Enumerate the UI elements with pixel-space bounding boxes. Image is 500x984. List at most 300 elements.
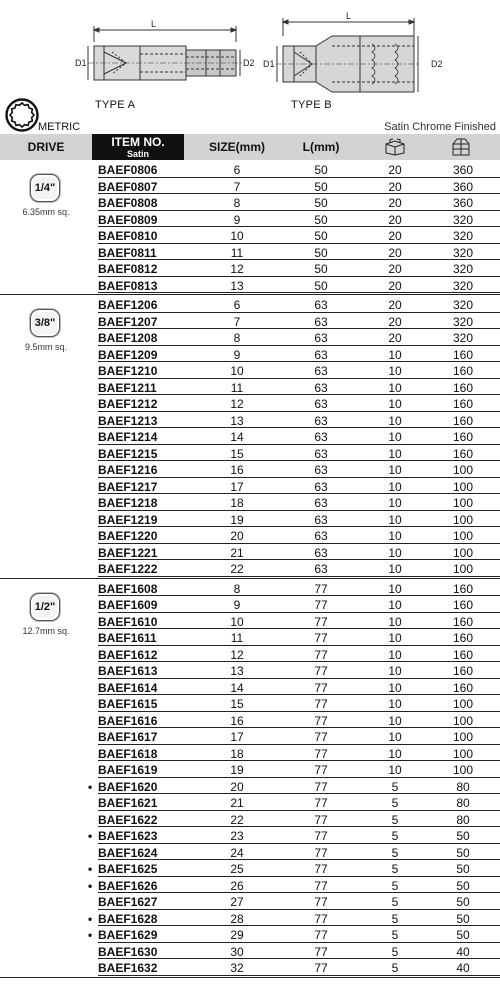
length-mm bbox=[290, 395, 352, 411]
inner-pack-qty-text: 10 bbox=[388, 496, 402, 510]
item-number-text: BAEF1616 bbox=[98, 713, 158, 728]
inner-pack-qty bbox=[375, 362, 415, 378]
carton-qty-text: 320 bbox=[452, 245, 474, 260]
item-number-text: BAEF1628 bbox=[98, 911, 158, 926]
item-number bbox=[98, 362, 198, 378]
size-mm-text: 20 bbox=[230, 529, 244, 543]
carton-qty-text: 160 bbox=[452, 581, 474, 596]
length-mm bbox=[290, 296, 352, 312]
item-number bbox=[98, 811, 198, 827]
carton-qty bbox=[443, 362, 483, 378]
item-number-text: BAEF1623 bbox=[98, 829, 158, 843]
size-mm bbox=[198, 313, 276, 329]
length-mm bbox=[290, 959, 352, 975]
size-mm-text: 18 bbox=[230, 746, 244, 761]
length-mm bbox=[290, 893, 352, 909]
table-row bbox=[98, 844, 500, 861]
length-mm-text: 77 bbox=[314, 598, 328, 612]
carton-qty bbox=[443, 494, 483, 510]
size-mm-text: 21 bbox=[230, 545, 244, 560]
inner-pack-qty bbox=[375, 296, 415, 312]
inner-pack-qty bbox=[375, 194, 415, 210]
carton-qty-text: 100 bbox=[452, 529, 474, 543]
type-b-d1-label: D1 bbox=[263, 59, 275, 69]
item-number bbox=[88, 860, 198, 876]
size-mm-text: 11 bbox=[230, 631, 244, 645]
size-mm bbox=[198, 178, 276, 194]
carton-qty bbox=[443, 827, 483, 843]
size-mm-text: 10 bbox=[230, 364, 244, 378]
inner-pack-qty-text: 20 bbox=[388, 278, 402, 293]
size-mm-text: 21 bbox=[230, 796, 244, 810]
length-mm-text: 50 bbox=[314, 278, 328, 293]
length-mm-text: 77 bbox=[314, 944, 328, 959]
length-mm bbox=[290, 679, 352, 695]
item-number bbox=[98, 260, 198, 276]
size-mm bbox=[198, 794, 276, 810]
inner-pack-qty-text: 10 bbox=[388, 446, 402, 461]
length-mm bbox=[290, 596, 352, 612]
table-row bbox=[98, 728, 500, 745]
type-a-l-label: L bbox=[151, 19, 157, 29]
table-row bbox=[98, 662, 500, 679]
carton-qty bbox=[443, 313, 483, 329]
inner-pack-qty-text: 20 bbox=[388, 331, 402, 345]
inner-pack-qty bbox=[375, 478, 415, 494]
item-number bbox=[88, 926, 198, 942]
drive-size-badge: 3/8" bbox=[30, 309, 60, 337]
inner-pack-qty bbox=[375, 494, 415, 510]
item-number-text: BAEF1222 bbox=[98, 562, 158, 576]
inner-pack-qty bbox=[375, 745, 415, 761]
inner-pack-qty bbox=[375, 313, 415, 329]
carton-qty bbox=[443, 844, 483, 860]
item-number bbox=[98, 194, 198, 210]
item-number bbox=[98, 511, 198, 527]
carton-qty-text: 40 bbox=[456, 944, 470, 959]
length-mm bbox=[290, 761, 352, 777]
size-mm bbox=[198, 211, 276, 227]
item-number-text: BAEF1613 bbox=[98, 664, 158, 678]
type-b-diagram bbox=[276, 18, 420, 92]
carton-qty-text: 160 bbox=[452, 446, 474, 461]
size-mm-text: 20 bbox=[230, 779, 244, 794]
table-row bbox=[98, 580, 500, 597]
item-number-text: BAEF1615 bbox=[98, 697, 158, 711]
length-mm-text: 50 bbox=[314, 196, 328, 210]
length-mm bbox=[290, 227, 352, 243]
table-row bbox=[98, 329, 500, 346]
inner-pack-qty bbox=[375, 662, 415, 678]
table-row bbox=[98, 494, 500, 511]
inner-pack-qty bbox=[375, 811, 415, 827]
length-mm bbox=[290, 211, 352, 227]
inner-pack-qty bbox=[375, 412, 415, 428]
size-mm bbox=[198, 662, 276, 678]
item-number bbox=[98, 544, 198, 560]
carton-qty-text: 160 bbox=[452, 347, 474, 362]
size-mm bbox=[198, 161, 276, 177]
inner-pack-qty-text: 5 bbox=[391, 845, 399, 860]
item-number-text: BAEF1608 bbox=[98, 581, 158, 596]
item-number-text: BAEF0811 bbox=[98, 245, 157, 260]
length-mm-text: 77 bbox=[314, 779, 328, 794]
carton-qty-text: 320 bbox=[452, 314, 474, 329]
item-number-text: BAEF1632 bbox=[98, 961, 158, 975]
inner-pack-qty bbox=[375, 844, 415, 860]
carton-qty-text: 160 bbox=[452, 664, 474, 678]
item-number bbox=[98, 893, 198, 909]
inner-pack-qty bbox=[375, 544, 415, 560]
inner-pack-qty bbox=[375, 596, 415, 612]
table-row bbox=[98, 461, 500, 478]
size-mm bbox=[198, 712, 276, 728]
carton-qty-text: 100 bbox=[452, 512, 474, 527]
carton-qty bbox=[443, 662, 483, 678]
inner-pack-qty bbox=[375, 728, 415, 744]
table-row bbox=[98, 629, 500, 646]
carton-qty-text: 80 bbox=[456, 796, 470, 810]
size-mm-text: 8 bbox=[233, 581, 241, 596]
inner-pack-qty bbox=[375, 695, 415, 711]
inner-pack-qty bbox=[375, 346, 415, 362]
length-mm-text: 77 bbox=[314, 812, 328, 827]
size-mm-text: 17 bbox=[230, 479, 244, 494]
table-row bbox=[98, 244, 500, 261]
inner-pack-qty-text: 10 bbox=[388, 581, 402, 596]
length-mm bbox=[290, 811, 352, 827]
carton-qty bbox=[443, 629, 483, 645]
size-mm bbox=[198, 943, 276, 959]
item-number-text: BAEF1210 bbox=[98, 364, 158, 378]
item-number bbox=[98, 277, 198, 293]
carton-qty bbox=[443, 596, 483, 612]
carton-qty bbox=[443, 794, 483, 810]
table-row bbox=[98, 178, 500, 195]
size-mm-text: 8 bbox=[233, 331, 241, 345]
item-number bbox=[98, 712, 198, 728]
carton-qty bbox=[443, 893, 483, 909]
length-mm bbox=[290, 527, 352, 543]
length-mm bbox=[290, 662, 352, 678]
length-mm bbox=[290, 329, 352, 345]
item-number-text: BAEF1213 bbox=[98, 413, 158, 428]
carton-qty-text: 160 bbox=[452, 430, 474, 444]
item-number-text: BAEF1612 bbox=[98, 647, 158, 662]
inner-pack-qty bbox=[375, 445, 415, 461]
table-row bbox=[98, 478, 500, 495]
inner-pack-qty-text: 10 bbox=[388, 430, 402, 444]
item-number-text: BAEF1626 bbox=[98, 878, 158, 893]
size-mm bbox=[198, 629, 276, 645]
carton-qty bbox=[443, 395, 483, 411]
size-mm-text: 29 bbox=[230, 928, 244, 942]
length-mm-text: 63 bbox=[314, 413, 328, 428]
table-row bbox=[98, 560, 500, 577]
length-mm-text: 63 bbox=[314, 298, 328, 312]
table-row bbox=[98, 794, 500, 811]
length-mm bbox=[290, 629, 352, 645]
length-mm-text: 63 bbox=[314, 463, 328, 477]
carton-qty bbox=[443, 943, 483, 959]
master-carton-icon-svg bbox=[451, 138, 471, 156]
size-mm-text: 19 bbox=[230, 512, 244, 527]
carton-qty bbox=[443, 412, 483, 428]
length-mm bbox=[290, 860, 352, 876]
size-mm bbox=[198, 844, 276, 860]
length-mm-text: 77 bbox=[314, 895, 328, 909]
group-divider bbox=[0, 578, 500, 579]
item-number bbox=[88, 827, 198, 843]
size-mm-text: 11 bbox=[230, 380, 244, 395]
carton-qty-text: 100 bbox=[452, 496, 474, 510]
table-row bbox=[88, 827, 500, 844]
carton-qty-text: 160 bbox=[452, 680, 474, 695]
carton-qty-text: 160 bbox=[452, 647, 474, 662]
carton-qty bbox=[443, 910, 483, 926]
table-row bbox=[98, 194, 500, 211]
size-mm-text: 6 bbox=[233, 163, 241, 177]
length-mm-text: 63 bbox=[314, 479, 328, 494]
length-mm bbox=[290, 511, 352, 527]
item-number-text: BAEF1214 bbox=[98, 430, 158, 444]
carton-qty-text: 80 bbox=[456, 812, 470, 827]
item-number bbox=[98, 379, 198, 395]
length-mm-text: 63 bbox=[314, 397, 328, 411]
length-mm bbox=[290, 794, 352, 810]
length-mm bbox=[290, 712, 352, 728]
item-number bbox=[98, 395, 198, 411]
item-number-text: BAEF1609 bbox=[98, 598, 158, 612]
item-number-text: BAEF1217 bbox=[98, 479, 158, 494]
size-mm bbox=[198, 860, 276, 876]
inner-pack-qty bbox=[375, 211, 415, 227]
bullet-marker: • bbox=[88, 911, 93, 926]
length-mm-text: 63 bbox=[314, 562, 328, 576]
carton-qty-text: 50 bbox=[456, 829, 470, 843]
length-mm-text: 77 bbox=[314, 680, 328, 695]
size-mm bbox=[198, 395, 276, 411]
inner-pack-qty-text: 5 bbox=[391, 862, 399, 876]
carton-qty bbox=[443, 346, 483, 362]
carton-qty bbox=[443, 211, 483, 227]
length-mm-text: 63 bbox=[314, 512, 328, 527]
drive-size-badge: 1/2" bbox=[30, 593, 60, 621]
size-mm bbox=[198, 646, 276, 662]
finish-label: Satin Chrome Finished bbox=[384, 121, 496, 133]
item-number bbox=[98, 761, 198, 777]
item-number bbox=[98, 211, 198, 227]
inner-pack-qty-text: 20 bbox=[388, 179, 402, 194]
group-divider bbox=[0, 294, 500, 295]
carton-qty bbox=[443, 329, 483, 345]
length-mm-text: 77 bbox=[314, 829, 328, 843]
inner-pack-qty bbox=[375, 712, 415, 728]
item-number-text: BAEF1627 bbox=[98, 895, 158, 909]
inner-pack-qty bbox=[375, 178, 415, 194]
table-row bbox=[98, 346, 500, 363]
length-mm bbox=[290, 926, 352, 942]
twelve-point-socket-icon bbox=[5, 98, 39, 132]
length-mm bbox=[290, 844, 352, 860]
item-number-text: BAEF1206 bbox=[98, 298, 158, 312]
item-number-text: BAEF1208 bbox=[98, 331, 158, 345]
size-mm-text: 14 bbox=[230, 430, 244, 444]
length-mm-text: 63 bbox=[314, 364, 328, 378]
drive-square-size: 6.35mm sq. bbox=[22, 207, 70, 217]
inner-pack-qty-text: 10 bbox=[388, 397, 402, 411]
inner-pack-qty bbox=[375, 943, 415, 959]
size-mm bbox=[198, 893, 276, 909]
inner-pack-qty-text: 20 bbox=[388, 298, 402, 312]
length-mm-text: 50 bbox=[314, 262, 328, 276]
item-number-text: BAEF1207 bbox=[98, 314, 158, 329]
length-mm bbox=[290, 178, 352, 194]
carton-qty bbox=[443, 778, 483, 794]
size-mm-text: 9 bbox=[233, 212, 241, 227]
item-number bbox=[98, 745, 198, 761]
length-mm bbox=[290, 428, 352, 444]
size-mm bbox=[198, 877, 276, 893]
length-mm-text: 77 bbox=[314, 713, 328, 728]
inner-pack-qty-text: 10 bbox=[388, 614, 402, 629]
inner-pack-qty-text: 10 bbox=[388, 479, 402, 494]
col-length-header: L(mm) bbox=[302, 140, 340, 154]
carton-qty bbox=[443, 877, 483, 893]
size-mm bbox=[198, 679, 276, 695]
length-mm-text: 63 bbox=[314, 496, 328, 510]
length-mm bbox=[290, 194, 352, 210]
length-mm-text: 77 bbox=[314, 614, 328, 629]
size-mm bbox=[198, 959, 276, 975]
size-mm-text: 25 bbox=[230, 862, 244, 876]
length-mm bbox=[290, 943, 352, 959]
size-mm-text: 7 bbox=[233, 179, 241, 194]
item-number-text: BAEF1611 bbox=[98, 631, 157, 645]
item-number-text: BAEF1618 bbox=[98, 746, 158, 761]
inner-pack-qty bbox=[375, 646, 415, 662]
length-mm bbox=[290, 379, 352, 395]
size-mm bbox=[198, 811, 276, 827]
carton-qty-text: 320 bbox=[452, 278, 474, 293]
length-mm-text: 50 bbox=[314, 229, 328, 243]
item-number bbox=[98, 679, 198, 695]
length-mm-text: 77 bbox=[314, 647, 328, 662]
item-number-text: BAEF1621 bbox=[98, 796, 158, 810]
size-mm-text: 22 bbox=[230, 812, 244, 827]
size-mm-text: 19 bbox=[230, 763, 244, 777]
length-mm-text: 63 bbox=[314, 380, 328, 395]
type-b-d2-label: D2 bbox=[431, 59, 443, 69]
inner-pack-qty-text: 10 bbox=[388, 529, 402, 543]
length-mm bbox=[290, 745, 352, 761]
carton-qty-text: 100 bbox=[452, 479, 474, 494]
length-mm bbox=[290, 412, 352, 428]
item-number bbox=[88, 877, 198, 893]
item-number-text: BAEF0809 bbox=[98, 212, 158, 227]
size-mm-text: 10 bbox=[230, 614, 244, 629]
inner-pack-qty bbox=[375, 827, 415, 843]
drive-square-size: 12.7mm sq. bbox=[22, 625, 70, 636]
inner-pack-qty-text: 20 bbox=[388, 314, 402, 329]
size-mm-text: 13 bbox=[230, 278, 244, 293]
item-number-text: BAEF1630 bbox=[98, 944, 158, 959]
length-mm-text: 77 bbox=[314, 862, 328, 876]
item-number bbox=[98, 178, 198, 194]
table-row bbox=[98, 277, 500, 294]
type-b-l-label: L bbox=[346, 11, 352, 21]
type-a-diagram bbox=[88, 26, 242, 80]
length-mm-text: 77 bbox=[314, 763, 328, 777]
carton-qty-text: 160 bbox=[452, 614, 474, 629]
inner-pack-qty-text: 5 bbox=[391, 878, 399, 893]
inner-pack-qty-text: 5 bbox=[391, 829, 399, 843]
item-number bbox=[98, 478, 198, 494]
size-mm bbox=[198, 494, 276, 510]
length-mm-text: 77 bbox=[314, 730, 328, 744]
inner-pack-qty bbox=[375, 959, 415, 975]
size-mm-text: 13 bbox=[230, 664, 244, 678]
inner-pack-qty-text: 10 bbox=[388, 746, 402, 761]
carton-qty bbox=[443, 227, 483, 243]
size-mm-text: 22 bbox=[230, 562, 244, 576]
inner-pack-qty bbox=[375, 527, 415, 543]
size-mm-text: 15 bbox=[230, 446, 244, 461]
carton-qty bbox=[443, 527, 483, 543]
item-number-text: BAEF1619 bbox=[98, 763, 158, 777]
inner-pack-qty bbox=[375, 893, 415, 909]
length-mm-text: 63 bbox=[314, 314, 328, 329]
type-b-label: TYPE B bbox=[291, 99, 332, 111]
length-mm-text: 63 bbox=[314, 347, 328, 362]
carton-qty bbox=[443, 511, 483, 527]
size-mm bbox=[198, 227, 276, 243]
table-row bbox=[98, 296, 500, 313]
carton-qty-text: 100 bbox=[452, 463, 474, 477]
item-number-text: BAEF1220 bbox=[98, 529, 158, 543]
size-mm bbox=[198, 613, 276, 629]
size-mm bbox=[198, 926, 276, 942]
inner-pack-qty-text: 5 bbox=[391, 812, 399, 827]
size-mm bbox=[198, 580, 276, 596]
carton-qty-text: 50 bbox=[456, 878, 470, 893]
item-number-text: BAEF1614 bbox=[98, 680, 158, 695]
length-mm-text: 50 bbox=[314, 212, 328, 227]
size-mm bbox=[198, 478, 276, 494]
inner-pack-qty bbox=[375, 629, 415, 645]
size-mm-text: 27 bbox=[230, 895, 244, 909]
inner-pack-icon bbox=[380, 134, 410, 160]
carton-qty-text: 360 bbox=[452, 196, 474, 210]
size-mm bbox=[198, 244, 276, 260]
length-mm bbox=[290, 827, 352, 843]
size-mm-text: 8 bbox=[233, 196, 241, 210]
carton-qty bbox=[443, 260, 483, 276]
carton-qty bbox=[443, 461, 483, 477]
item-number-text: BAEF1625 bbox=[98, 862, 158, 876]
carton-qty-text: 160 bbox=[452, 598, 474, 612]
drive-square-size: 9.5mm sq. bbox=[24, 342, 67, 352]
inner-pack-qty-text: 10 bbox=[388, 697, 402, 711]
drive-size-badge: 1/4" bbox=[30, 174, 60, 202]
item-number bbox=[98, 296, 198, 312]
inner-pack-qty bbox=[375, 778, 415, 794]
size-mm bbox=[198, 296, 276, 312]
table-row bbox=[98, 379, 500, 396]
inner-pack-qty-text: 10 bbox=[388, 380, 402, 395]
inner-pack-qty bbox=[375, 511, 415, 527]
bullet-marker: • bbox=[88, 779, 93, 794]
